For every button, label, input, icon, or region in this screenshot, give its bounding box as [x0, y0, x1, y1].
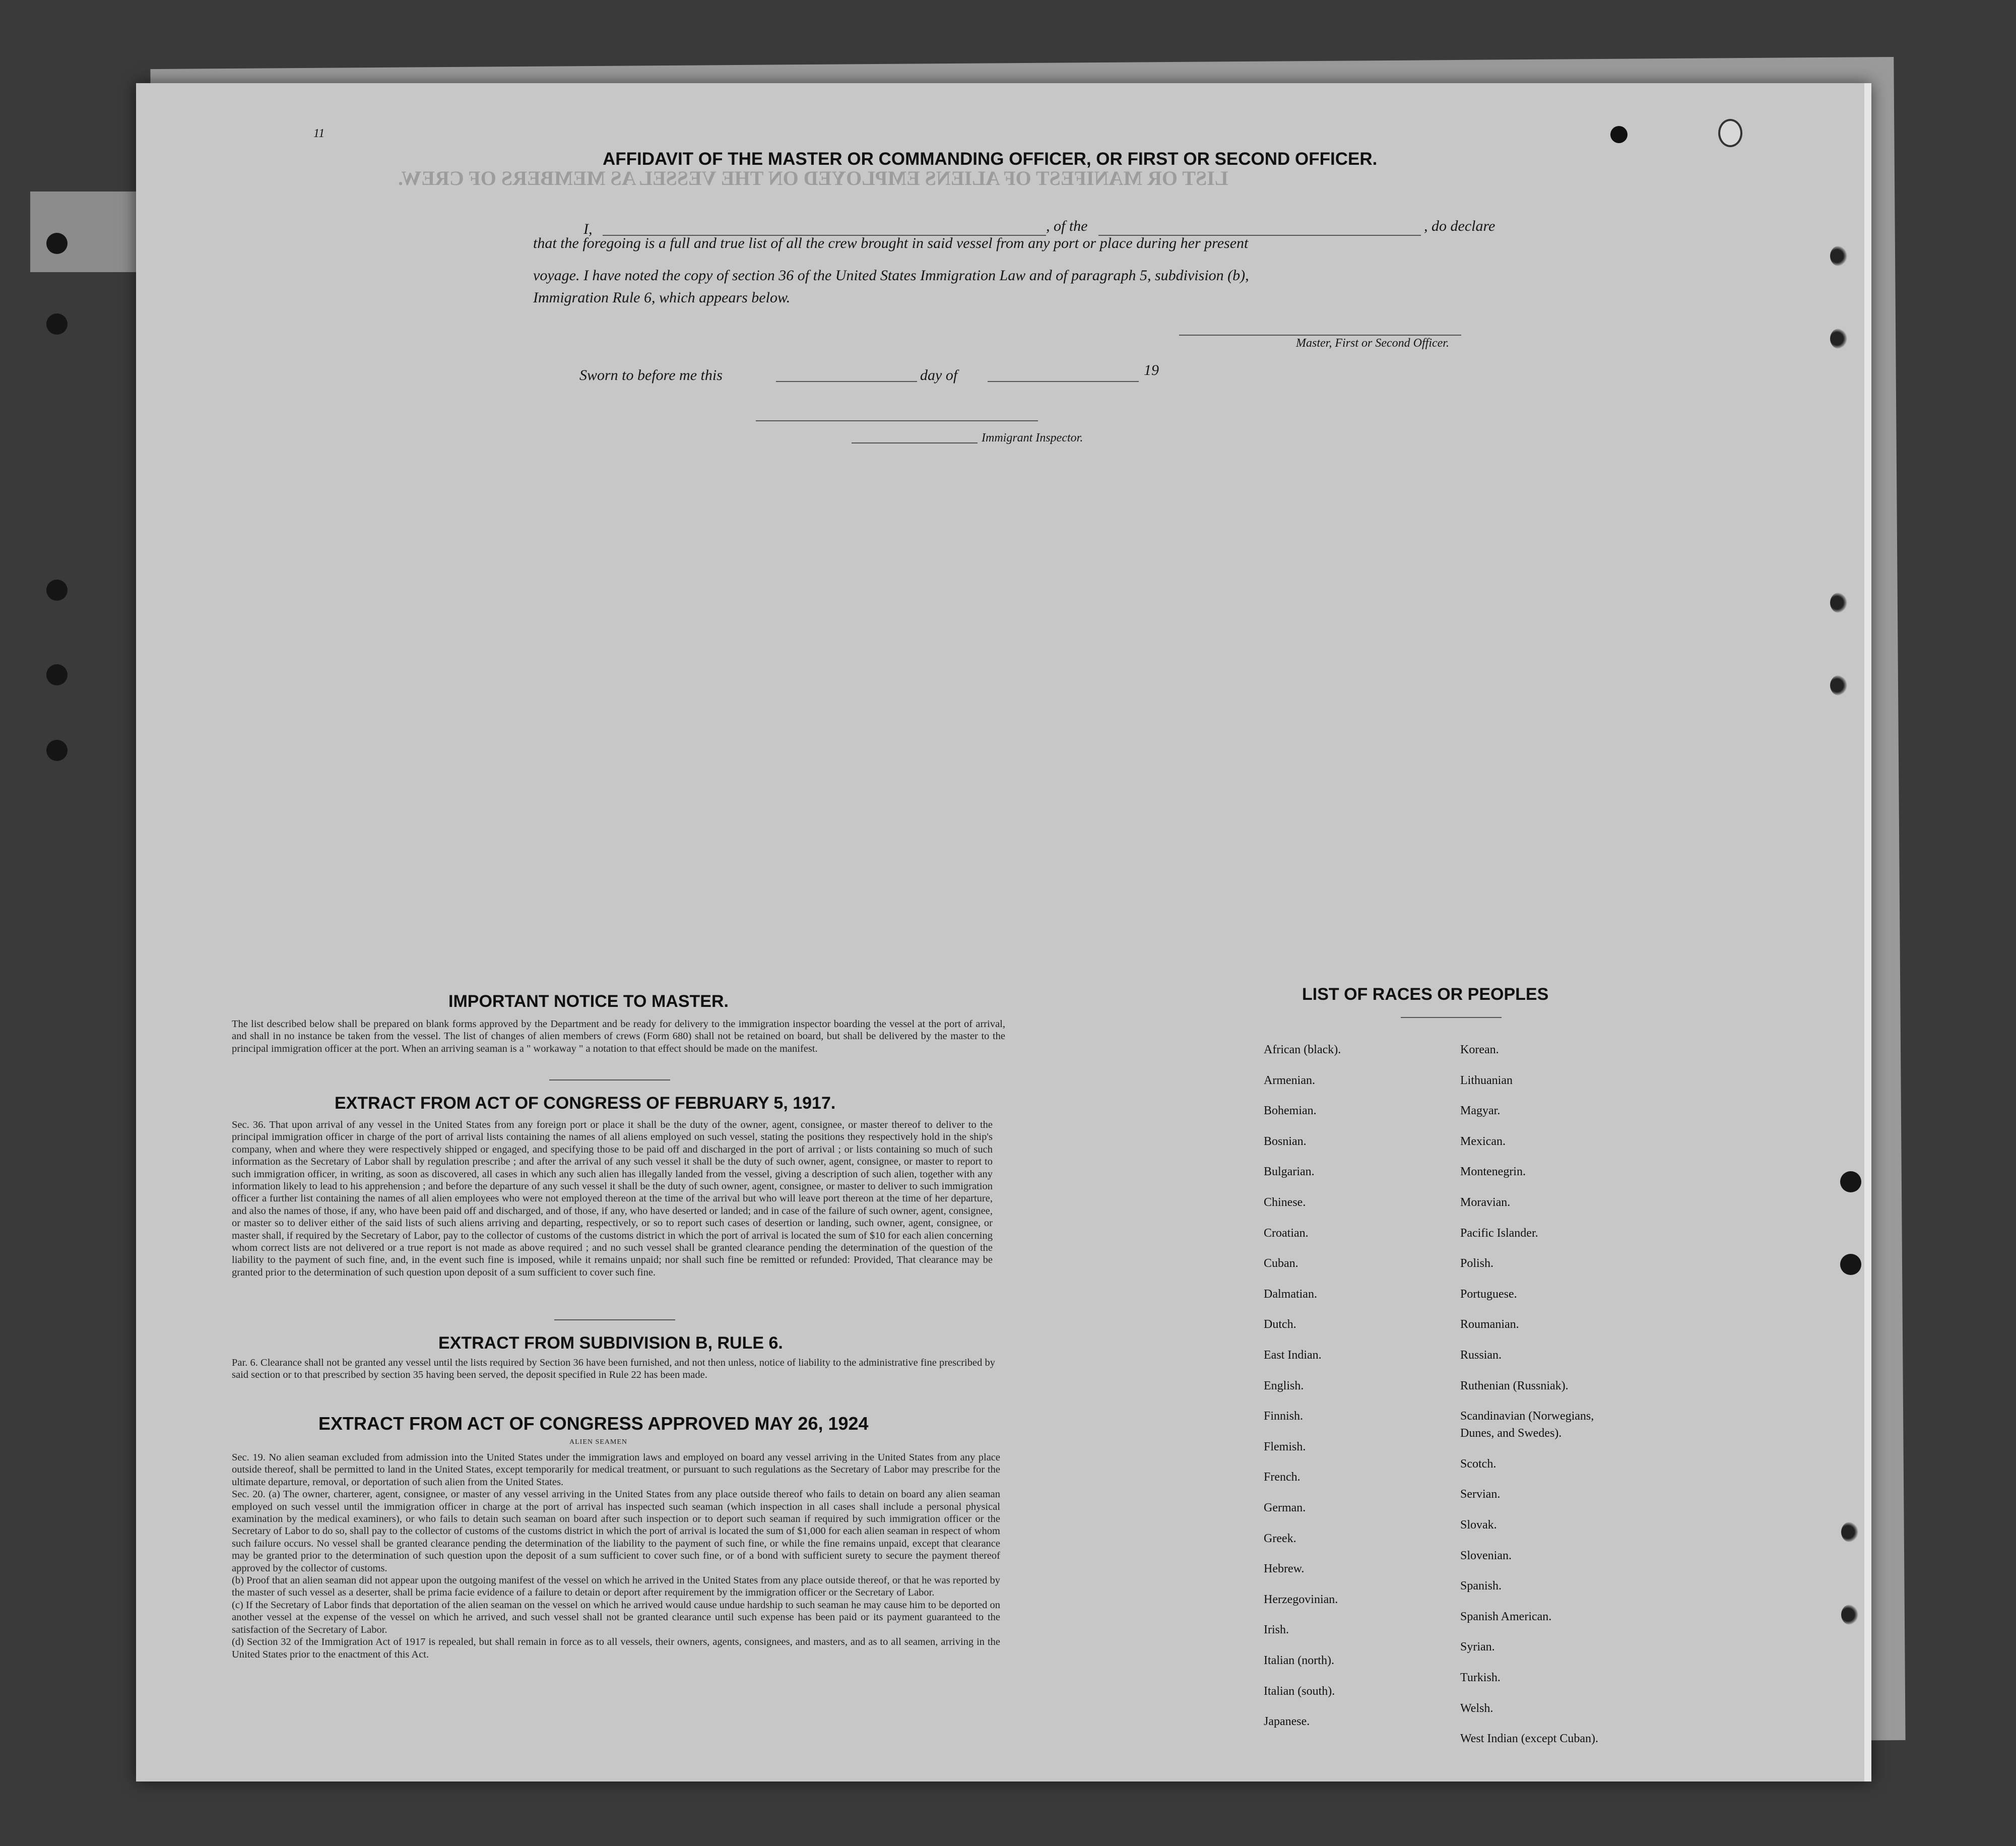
extract-rule6-title: EXTRACT FROM SUBDIVISION B, RULE 6.: [438, 1333, 783, 1353]
extract-1917-divider: [554, 1319, 675, 1320]
side-stub-label: [30, 192, 136, 272]
binding-hole: [1840, 1171, 1861, 1192]
sworn-day-of: day of: [920, 367, 958, 384]
race-item: Polish.: [1460, 1257, 1494, 1270]
race-item: African (black).: [1264, 1043, 1341, 1056]
punch-ring: [1718, 119, 1742, 147]
race-item: East Indian.: [1264, 1349, 1322, 1362]
race-item: Italian (south).: [1264, 1684, 1335, 1698]
race-item: Syrian.: [1460, 1640, 1495, 1654]
binding-hole: [1830, 329, 1847, 349]
sworn-month-blank: [988, 381, 1139, 382]
race-item: Croatian.: [1264, 1226, 1309, 1240]
sworn-day-blank: [776, 381, 917, 382]
race-item: Pacific Islander.: [1460, 1226, 1538, 1240]
race-item: Roumanian.: [1460, 1318, 1519, 1331]
master-signature-line: [1179, 335, 1461, 336]
notice-body: The list described below shall be prepared on blank forms approved by the Department and be ready for delivery to the immigration inspector boarding the vessel at the port of arrival, and shall in no instance be taken from the vessel. The list of changes of alien members of crews (Form 680) shall not be retained on board, but shall be delivered by the master to the principal immigration officer at the port. When an arriving seaman is a " workaway " a notation to that effect should be made on the manifest.: [232, 1019, 1005, 1054]
extract-1924-title: EXTRACT FROM ACT OF CONGRESS APPROVED MAY 26, 1924: [318, 1413, 869, 1434]
binding-hole: [46, 664, 68, 685]
bleed-through-header: LIST OR MANIFEST OF ALIENS EMPLOYED ON THE VESSEL AS MEMBERS OF CREW.: [398, 167, 1228, 189]
race-item: Mexican.: [1460, 1134, 1506, 1148]
race-item: Lithuanian: [1460, 1073, 1513, 1087]
race-item: Dunes, and Swedes).: [1460, 1427, 1562, 1440]
race-item: Slovenian.: [1460, 1549, 1512, 1562]
binding-hole: [1841, 1522, 1858, 1542]
sworn-text: Sworn to before me this: [579, 367, 723, 384]
race-item: Japanese.: [1264, 1715, 1310, 1729]
race-item: Italian (north).: [1264, 1654, 1334, 1667]
race-item: Moravian.: [1460, 1196, 1511, 1209]
race-item: French.: [1264, 1471, 1300, 1484]
race-item: Welsh.: [1460, 1701, 1493, 1715]
master-signature-label: Master, First or Second Officer.: [1296, 337, 1449, 350]
binding-hole: [46, 580, 68, 601]
binding-hole: [1840, 1254, 1861, 1275]
binding-hole: [1830, 593, 1847, 613]
inspector-line: [756, 420, 1038, 421]
race-item: Bosnian.: [1264, 1134, 1307, 1148]
declaration-line-4: Immigration Rule 6, which appears below.: [533, 289, 791, 306]
extract-1924-subtitle: ALIEN SEAMEN: [569, 1438, 628, 1446]
races-divider: [1401, 1017, 1502, 1018]
race-item: Scotch.: [1460, 1457, 1497, 1471]
races-title: LIST OF RACES OR PEOPLES: [1302, 985, 1549, 1004]
race-item: Turkish.: [1460, 1671, 1501, 1684]
race-item: Armenian.: [1264, 1073, 1315, 1087]
extract-1917-title: EXTRACT FROM ACT OF CONGRESS OF FEBRUARY 5, 1917.: [335, 1094, 836, 1113]
declaration-of-the: , of the: [1046, 218, 1088, 234]
race-item: Hebrew.: [1264, 1562, 1305, 1576]
binding-hole: [46, 740, 68, 761]
race-item: Finnish.: [1264, 1410, 1304, 1423]
declaration-line-3: voyage. I have noted the copy of section 36 of the United States Immigration Law and of paragraph 5, subdivision (b),: [533, 267, 1249, 284]
binding-hole: [1841, 1605, 1858, 1625]
race-item: Bohemian.: [1264, 1104, 1317, 1118]
race-item: English.: [1264, 1379, 1304, 1392]
race-item: Ruthenian (Russniak).: [1460, 1379, 1569, 1392]
extract-rule6-body: Par. 6. Clearance shall not be granted any vessel until the lists required by Section 36 have been furnished, and not then unless, notice of liability to the administrative fine prescribed by said section or to that prescribed by section 35 having been served, the deposit specified in Rule 22 has been made.: [232, 1357, 995, 1381]
race-item: West Indian (except Cuban).: [1460, 1732, 1598, 1746]
affidavit-title: AFFIDAVIT OF THE MASTER OR COMMANDING OFFICER, OR FIRST OR SECOND OFFICER.: [603, 149, 1378, 169]
race-item: Greek.: [1264, 1532, 1296, 1545]
race-item: Magyar.: [1460, 1104, 1501, 1118]
declaration-i: I,: [583, 221, 593, 237]
race-item: Spanish.: [1460, 1579, 1502, 1593]
page-mark: 11: [313, 127, 325, 140]
race-item: Russian.: [1460, 1349, 1502, 1362]
binding-hole: [46, 313, 68, 335]
race-item: Portuguese.: [1460, 1287, 1517, 1301]
race-item: Dutch.: [1264, 1318, 1296, 1331]
inspector-label: Immigrant Inspector.: [982, 431, 1083, 444]
binding-hole: [1830, 246, 1847, 266]
binding-hole: [46, 233, 68, 254]
inspector-line-2: [852, 442, 978, 443]
punch-dot: [1610, 126, 1628, 143]
race-item: German.: [1264, 1501, 1306, 1514]
notice-divider: [549, 1079, 670, 1080]
race-item: Korean.: [1460, 1043, 1499, 1056]
race-item: Bulgarian.: [1264, 1165, 1315, 1179]
race-item: Chinese.: [1264, 1196, 1306, 1209]
binding-hole: [1830, 675, 1847, 695]
declaration-line-2: that the foregoing is a full and true list of all the crew brought in said vessel from any port or place during her present: [533, 235, 1249, 251]
race-item: Cuban.: [1264, 1257, 1298, 1270]
extract-1924-body: Sec. 19. No alien seaman excluded from admission into the United States under the immigration laws and employed on board any vessel arriving in the United States from any place outside thereof, shall be permitted to land in the United States, except temporarily for medical treatment, or pursuant to such regulations as the Secretary of Labor may prescribe for the ultimate departure, removal, or deportation of such alien from the United States. Sec. 20. (a) The owner, charterer, agent, consignee, or master of any vessel arriving in the United States from any place outside thereof who fails to detain on board any alien seaman employed on such vessel until the immigration officer in charge at the port of arrival has inspected such seaman (which inspection in all cases shall include a personal physical examination by the medical examiners), or who fails to detain such seaman on board after such inspection or to deport such seaman if required by such immigration officer or the Secretary of Labor to do so, shall pay to the collector of customs of the customs district in which the port of arrival is located the sum of $1,000 for each alien seaman in respect of whom such failure occurs. No vessel shall be granted clearance pending the determination of the liability to the payment of such fine, or while the fine remains unpaid, except that clearance may be granted prior to the determination of such question upon the deposit of a sum sufficient to cover such fine, or of a bond with sufficient surety to secure the payment thereof approved by the collector of customs. (b) Proof that an alien seaman did not appear upon the outgoing manifest of the vessel on which he arrived in the United States from any place outside thereof, or that he was reported by the master of such vessel as a deserter, shall be prima facie evidence of a failure to detain or deport after requirement by the immigration officer or the Secretary of Labor. (c) If the Secretary of Labor finds that deportation of the alien seaman on the vessel on which he arrived would cause undue hardship to such seaman he may cause him to be deported on another vessel at the expense of the vessel on which he arrived, and such vessel shall not be granted clearance until such expense has been paid or its payment guaranteed to the satisfaction of the Secretary of Labor. (d) Section 32 of the Immigration Act of 1917 is repealed, but shall remain in force as to all vessels, their owners, agents, consignees, and masters, and as to all seamen, arriving in the United States prior to the enactment of this Act.: [232, 1452, 1000, 1660]
race-item: Flemish.: [1264, 1440, 1306, 1453]
race-item: Servian.: [1460, 1488, 1501, 1501]
race-item: Herzegovinian.: [1264, 1593, 1338, 1606]
race-item: Slovak.: [1460, 1518, 1497, 1532]
extract-1917-body: Sec. 36. That upon arrival of any vessel in the United States from any foreign port or place it shall be the duty of the owner, agent, consignee, or master thereof to deliver to the principal immigration officer in charge of the port of arrival lists containing the names of all aliens employed on such vessel, stating the positions they respectively hold in the ship's company, when and where they were respectively shipped or engaged, and specifying those to be paid off and discharged in the port of arrival ; or lists containing so much of such information as the Secretary of Labor shall by regulation prescribe ; and after the arrival of any such vessel it shall be the duty of such owner, agent, consignee, or master to report to such immigration officer, in writing, as soon as discovered, all cases in which any such alien has illegally landed from the vessel, giving a description of such alien, together with any information likely to lead to his apprehension ; and before the departure of any such vessel it shall be the duty of such owner, agent, consignee, or master to deliver to such immigration officer a further list containing the names of all alien employees who were not employed thereon at the time of the arrival but who will leave port thereon at the time of her departure, and also the names of those, if any, who have been paid off and discharged, and of those, if any, who have deserted or landed; and in case of the failure of such owner, agent, consignee, or master so to deliver either of the said lists of such aliens arriving and departing, respectively, or so to report such cases of desertion or landing, such owner, agent, consignee, or master shall, if required by the Secretary of Labor, pay to the collector of customs of the customs district in which the port of arrival is located the sum of $10 for each alien concerning whom correct lists are not delivered or a true report is not made as above required ; and no such vessel shall be granted clearance pending the determination of the question of the liability to the payment of such fine, and, in the event such fine is imposed, while it remains unpaid; nor shall such fine be remitted or refunded: Provided, That clearance may be granted prior to the determination of such question upon deposit of a sum sufficient to cover such fine.: [232, 1119, 993, 1278]
declaration-do-declare: , do declare: [1424, 218, 1495, 234]
race-item: Dalmatian.: [1264, 1287, 1317, 1301]
race-item: Montenegrin.: [1460, 1165, 1526, 1179]
notice-title: IMPORTANT NOTICE TO MASTER.: [448, 992, 729, 1011]
race-item: Spanish American.: [1460, 1610, 1552, 1623]
sworn-year: 19: [1144, 362, 1159, 378]
race-item: Irish.: [1264, 1623, 1289, 1637]
race-item: Scandinavian (Norwegians,: [1460, 1410, 1594, 1423]
